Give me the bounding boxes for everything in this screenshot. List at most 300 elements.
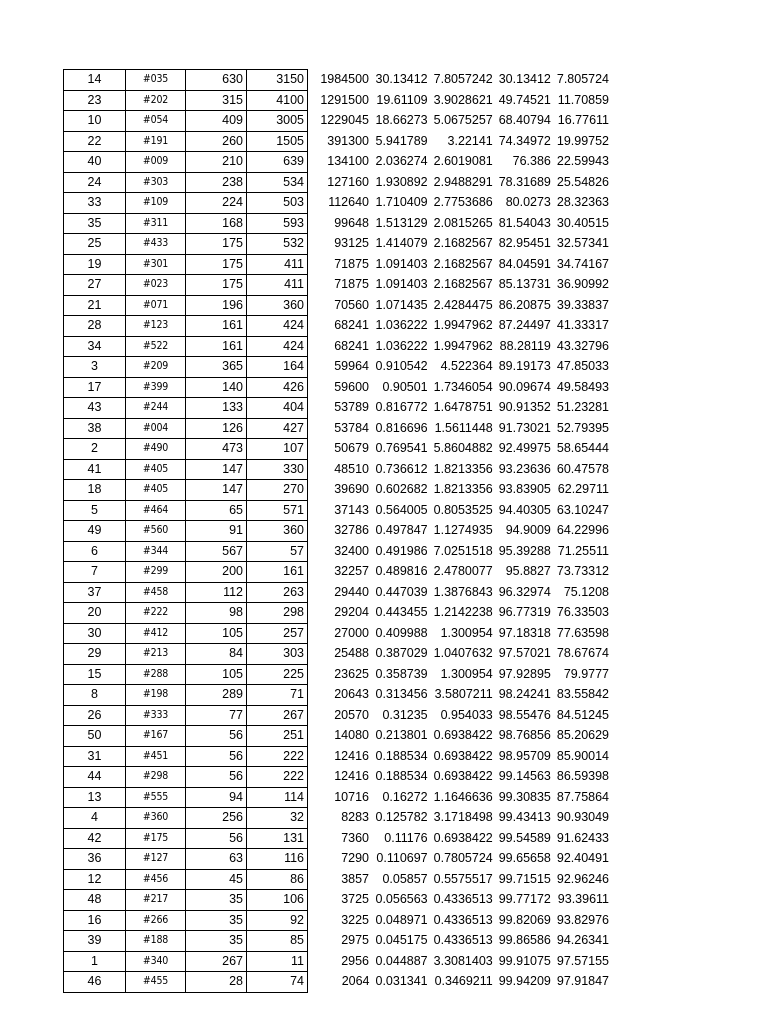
cell-cumulative-percent[interactable]: 76.386 — [512, 154, 551, 168]
cell-ratio[interactable]: 2.7753686 — [433, 195, 493, 209]
cell-value-a[interactable]: 77 — [186, 705, 247, 726]
cell-id[interactable]: 24 — [64, 172, 126, 193]
cell-product[interactable]: 32400 — [334, 543, 369, 558]
cell-cumulative-percent[interactable]: 90.09674 — [498, 379, 551, 394]
cell-value-b[interactable]: 404 — [247, 398, 308, 419]
cell-product[interactable]: 99648 — [334, 215, 369, 230]
cell-ratio[interactable]: 0.4336513 — [433, 892, 493, 906]
cell-percent[interactable]: 1.414079 — [375, 236, 428, 250]
cell-product[interactable]: 134100 — [327, 154, 369, 168]
cell-id[interactable]: 19 — [64, 254, 126, 275]
cell-code[interactable]: #458 — [126, 582, 186, 603]
cell-value-b[interactable]: 131 — [247, 828, 308, 849]
cell-id[interactable]: 27 — [64, 275, 126, 296]
cell-percent[interactable]: 0.90501 — [382, 379, 428, 394]
cell-cumulative-percent[interactable]: 99.71515 — [498, 871, 551, 886]
cell-value-a[interactable]: 63 — [186, 849, 247, 870]
cell-value-b[interactable]: 411 — [247, 254, 308, 275]
cell-cumulative-percent[interactable]: 74.34972 — [498, 133, 551, 148]
cell-value-a[interactable]: 175 — [186, 275, 247, 296]
cell-cumulative-percent[interactable]: 98.55476 — [498, 707, 551, 722]
cell-id[interactable]: 7 — [64, 562, 126, 583]
cell-value-b[interactable]: 116 — [247, 849, 308, 870]
cell-id[interactable]: 33 — [64, 193, 126, 214]
cell-cumulative-ratio[interactable]: 30.40515 — [556, 215, 610, 230]
cell-ratio[interactable]: 2.1682567 — [433, 256, 493, 271]
cell-product[interactable]: 93125 — [334, 236, 369, 250]
cell-code[interactable]: #405 — [126, 459, 186, 480]
cell-percent[interactable]: 1.930892 — [375, 174, 428, 189]
cell-value-a[interactable]: 147 — [186, 480, 247, 501]
cell-value-a[interactable]: 473 — [186, 439, 247, 460]
cell-cumulative-ratio[interactable]: 85.20629 — [556, 728, 610, 742]
cell-code[interactable]: #522 — [126, 336, 186, 357]
cell-code[interactable]: #175 — [126, 828, 186, 849]
cell-value-b[interactable]: 222 — [247, 746, 308, 767]
cell-code[interactable]: #054 — [126, 111, 186, 132]
cell-product[interactable]: 1229045 — [320, 113, 369, 127]
cell-value-b[interactable]: 3005 — [247, 111, 308, 132]
cell-id[interactable]: 14 — [64, 70, 126, 91]
cell-product[interactable]: 12416 — [334, 769, 369, 783]
cell-value-a[interactable]: 175 — [186, 234, 247, 255]
cell-ratio[interactable]: 0.4336513 — [433, 933, 493, 947]
cell-code[interactable]: #004 — [126, 418, 186, 439]
cell-value-a[interactable]: 65 — [186, 500, 247, 521]
cell-value-a[interactable]: 196 — [186, 295, 247, 316]
cell-product[interactable]: 7360 — [341, 830, 369, 845]
cell-ratio[interactable]: 3.22141 — [447, 133, 493, 148]
cell-product[interactable]: 2956 — [341, 953, 369, 968]
cell-ratio[interactable]: 2.1682567 — [433, 236, 493, 250]
cell-code[interactable]: #490 — [126, 439, 186, 460]
cell-value-a[interactable]: 256 — [186, 808, 247, 829]
cell-id[interactable]: 15 — [64, 664, 126, 685]
cell-code[interactable]: #303 — [126, 172, 186, 193]
cell-ratio[interactable]: 2.9488291 — [433, 174, 493, 189]
cell-code[interactable]: #311 — [126, 213, 186, 234]
cell-code[interactable]: #213 — [126, 644, 186, 665]
cell-id[interactable]: 25 — [64, 234, 126, 255]
cell-value-a[interactable]: 56 — [186, 767, 247, 788]
cell-value-b[interactable]: 74 — [247, 972, 308, 993]
cell-value-b[interactable]: 11 — [247, 951, 308, 972]
cell-percent[interactable]: 1.036222 — [375, 338, 428, 353]
cell-id[interactable]: 38 — [64, 418, 126, 439]
cell-value-b[interactable]: 225 — [247, 664, 308, 685]
cell-product[interactable]: 391300 — [327, 133, 369, 148]
cell-id[interactable]: 40 — [64, 152, 126, 173]
cell-ratio[interactable]: 0.3469211 — [434, 974, 493, 988]
cell-id[interactable]: 13 — [64, 787, 126, 808]
cell-value-a[interactable]: 98 — [186, 603, 247, 624]
cell-value-a[interactable]: 365 — [186, 357, 247, 378]
cell-value-b[interactable]: 267 — [247, 705, 308, 726]
cell-id[interactable]: 20 — [64, 603, 126, 624]
cell-value-b[interactable]: 92 — [247, 910, 308, 931]
cell-percent[interactable]: 0.816696 — [375, 420, 428, 435]
cell-id[interactable]: 22 — [64, 131, 126, 152]
cell-cumulative-percent[interactable]: 97.92895 — [498, 666, 551, 681]
cell-value-a[interactable]: 94 — [186, 787, 247, 808]
cell-percent[interactable]: 0.031341 — [375, 974, 428, 988]
cell-percent[interactable]: 18.66273 — [375, 113, 428, 127]
cell-value-b[interactable]: 424 — [247, 316, 308, 337]
cell-id[interactable]: 8 — [64, 685, 126, 706]
cell-cumulative-ratio[interactable]: 7.805724 — [556, 72, 610, 86]
cell-cumulative-ratio[interactable]: 97.57155 — [556, 953, 610, 968]
cell-code[interactable]: #455 — [126, 972, 186, 993]
cell-product[interactable]: 7290 — [341, 851, 369, 865]
cell-value-b[interactable]: 4100 — [247, 90, 308, 111]
cell-cumulative-ratio[interactable]: 83.55842 — [556, 687, 610, 701]
cell-id[interactable]: 21 — [64, 295, 126, 316]
cell-ratio[interactable]: 1.2142238 — [433, 605, 493, 619]
cell-value-a[interactable]: 238 — [186, 172, 247, 193]
cell-cumulative-percent[interactable]: 68.40794 — [498, 113, 551, 127]
cell-percent[interactable]: 2.036274 — [375, 154, 428, 168]
cell-percent[interactable]: 0.358739 — [375, 666, 428, 681]
cell-code[interactable]: #555 — [126, 787, 186, 808]
cell-cumulative-ratio[interactable]: 64.22996 — [556, 523, 610, 537]
cell-value-a[interactable]: 224 — [186, 193, 247, 214]
cell-product[interactable]: 32257 — [334, 564, 369, 578]
cell-cumulative-percent[interactable]: 81.54043 — [498, 215, 551, 230]
cell-cumulative-percent[interactable]: 93.83905 — [498, 482, 551, 496]
cell-value-a[interactable]: 56 — [186, 746, 247, 767]
cell-value-a[interactable]: 84 — [186, 644, 247, 665]
cell-code[interactable]: #412 — [126, 623, 186, 644]
cell-value-b[interactable]: 330 — [247, 459, 308, 480]
cell-id[interactable]: 37 — [64, 582, 126, 603]
cell-value-a[interactable]: 112 — [186, 582, 247, 603]
cell-cumulative-ratio[interactable]: 43.32796 — [556, 338, 610, 353]
cell-cumulative-percent[interactable]: 99.43413 — [498, 810, 551, 824]
cell-code[interactable]: #109 — [126, 193, 186, 214]
cell-id[interactable]: 48 — [64, 890, 126, 911]
cell-percent[interactable]: 0.313456 — [375, 687, 428, 701]
cell-code[interactable]: #298 — [126, 767, 186, 788]
cell-percent[interactable]: 0.11176 — [384, 830, 428, 845]
cell-value-a[interactable]: 210 — [186, 152, 247, 173]
cell-product[interactable]: 14080 — [334, 728, 369, 742]
cell-value-b[interactable]: 114 — [247, 787, 308, 808]
cell-value-a[interactable]: 267 — [186, 951, 247, 972]
cell-percent[interactable]: 0.910542 — [375, 359, 428, 373]
cell-product[interactable]: 53784 — [334, 420, 369, 435]
cell-code[interactable]: #202 — [126, 90, 186, 111]
cell-value-a[interactable]: 567 — [186, 541, 247, 562]
cell-ratio[interactable]: 0.4336513 — [433, 912, 493, 927]
cell-product[interactable]: 20570 — [334, 707, 369, 722]
cell-id[interactable]: 23 — [64, 90, 126, 111]
cell-ratio[interactable]: 5.8604882 — [433, 441, 493, 455]
cell-cumulative-percent[interactable]: 98.76856 — [498, 728, 551, 742]
cell-cumulative-ratio[interactable]: 87.75864 — [556, 789, 610, 804]
cell-cumulative-ratio[interactable]: 77.63598 — [556, 625, 610, 640]
cell-cumulative-ratio[interactable]: 78.67674 — [556, 646, 610, 660]
cell-percent[interactable]: 0.16272 — [382, 789, 428, 804]
cell-cumulative-percent[interactable]: 85.13731 — [498, 277, 551, 291]
cell-id[interactable]: 36 — [64, 849, 126, 870]
cell-id[interactable]: 4 — [64, 808, 126, 829]
cell-value-b[interactable]: 303 — [247, 644, 308, 665]
cell-ratio[interactable]: 3.5807211 — [434, 687, 493, 701]
cell-percent[interactable]: 30.13412 — [375, 72, 428, 86]
cell-percent[interactable]: 0.125782 — [375, 810, 428, 824]
cell-cumulative-percent[interactable]: 93.23636 — [498, 461, 551, 476]
cell-product[interactable]: 29204 — [334, 605, 369, 619]
cell-product[interactable]: 70560 — [334, 297, 369, 312]
cell-code[interactable]: #405 — [126, 480, 186, 501]
cell-code[interactable]: #288 — [126, 664, 186, 685]
cell-cumulative-percent[interactable]: 98.24241 — [498, 687, 551, 701]
cell-value-b[interactable]: 411 — [247, 275, 308, 296]
cell-id[interactable]: 43 — [64, 398, 126, 419]
cell-ratio[interactable]: 2.6019081 — [433, 154, 493, 168]
cell-value-a[interactable]: 175 — [186, 254, 247, 275]
cell-value-b[interactable]: 263 — [247, 582, 308, 603]
cell-product[interactable]: 1291500 — [320, 92, 369, 107]
cell-cumulative-percent[interactable]: 94.9009 — [505, 523, 551, 537]
cell-ratio[interactable]: 1.7346054 — [433, 379, 493, 394]
cell-percent[interactable]: 1.071435 — [375, 297, 428, 312]
cell-code[interactable]: #188 — [126, 931, 186, 952]
cell-code[interactable]: #009 — [126, 152, 186, 173]
cell-value-b[interactable]: 257 — [247, 623, 308, 644]
cell-percent[interactable]: 19.61109 — [376, 92, 428, 107]
cell-code[interactable]: #360 — [126, 808, 186, 829]
cell-ratio[interactable]: 1.8213356 — [433, 482, 493, 496]
cell-cumulative-ratio[interactable]: 62.29711 — [557, 482, 610, 496]
cell-id[interactable]: 42 — [64, 828, 126, 849]
cell-cumulative-ratio[interactable]: 11.70859 — [557, 92, 610, 107]
cell-value-b[interactable]: 251 — [247, 726, 308, 747]
cell-cumulative-ratio[interactable]: 25.54826 — [556, 174, 610, 189]
cell-cumulative-percent[interactable]: 92.49975 — [498, 441, 551, 455]
cell-id[interactable]: 6 — [64, 541, 126, 562]
cell-cumulative-percent[interactable]: 99.82069 — [498, 912, 551, 927]
cell-cumulative-ratio[interactable]: 60.47578 — [556, 461, 610, 476]
cell-cumulative-ratio[interactable]: 73.73312 — [556, 564, 610, 578]
cell-ratio[interactable]: 1.3876843 — [433, 584, 493, 599]
cell-value-a[interactable]: 140 — [186, 377, 247, 398]
cell-ratio[interactable]: 1.0407632 — [433, 646, 493, 660]
cell-value-b[interactable]: 3150 — [247, 70, 308, 91]
cell-value-a[interactable]: 315 — [186, 90, 247, 111]
cell-ratio[interactable]: 3.9028621 — [433, 92, 493, 107]
cell-cumulative-percent[interactable]: 98.95709 — [498, 748, 551, 763]
cell-cumulative-percent[interactable]: 97.18318 — [498, 625, 551, 640]
cell-cumulative-percent[interactable]: 99.86586 — [498, 933, 551, 947]
cell-cumulative-percent[interactable]: 99.54589 — [498, 830, 551, 845]
cell-percent[interactable]: 0.056563 — [375, 892, 428, 906]
cell-value-b[interactable]: 57 — [247, 541, 308, 562]
cell-value-a[interactable]: 161 — [186, 336, 247, 357]
cell-cumulative-percent[interactable]: 86.20875 — [498, 297, 551, 312]
cell-percent[interactable]: 0.048971 — [375, 912, 428, 927]
cell-ratio[interactable]: 0.6938422 — [433, 728, 493, 742]
cell-code[interactable]: #127 — [126, 849, 186, 870]
cell-cumulative-percent[interactable]: 95.39288 — [498, 543, 551, 558]
cell-product[interactable]: 39690 — [334, 482, 369, 496]
cell-code[interactable]: #198 — [126, 685, 186, 706]
cell-id[interactable]: 50 — [64, 726, 126, 747]
cell-cumulative-ratio[interactable]: 71.25511 — [557, 543, 610, 558]
cell-value-b[interactable]: 532 — [247, 234, 308, 255]
cell-value-b[interactable]: 85 — [247, 931, 308, 952]
cell-product[interactable]: 32786 — [334, 523, 369, 537]
cell-percent[interactable]: 0.045175 — [375, 933, 428, 947]
cell-code[interactable]: #222 — [126, 603, 186, 624]
cell-percent[interactable]: 0.387029 — [375, 646, 428, 660]
cell-product[interactable]: 127160 — [327, 174, 369, 189]
cell-code[interactable]: #191 — [126, 131, 186, 152]
cell-cumulative-ratio[interactable]: 90.93049 — [556, 810, 610, 824]
cell-cumulative-percent[interactable]: 95.8827 — [505, 564, 551, 578]
cell-id[interactable]: 30 — [64, 623, 126, 644]
cell-percent[interactable]: 0.213801 — [375, 728, 428, 742]
cell-product[interactable]: 20643 — [334, 687, 369, 701]
cell-value-b[interactable]: 1505 — [247, 131, 308, 152]
cell-percent[interactable]: 0.489816 — [375, 564, 428, 578]
cell-ratio[interactable]: 0.6938422 — [433, 748, 493, 763]
cell-code[interactable]: #266 — [126, 910, 186, 931]
cell-value-b[interactable]: 106 — [247, 890, 308, 911]
cell-cumulative-percent[interactable]: 99.94209 — [498, 974, 551, 988]
cell-value-a[interactable]: 630 — [186, 70, 247, 91]
cell-product[interactable]: 8283 — [341, 810, 369, 824]
cell-cumulative-percent[interactable]: 82.95451 — [498, 236, 551, 250]
cell-product[interactable]: 3857 — [341, 871, 369, 886]
cell-cumulative-ratio[interactable]: 58.65444 — [556, 441, 610, 455]
cell-ratio[interactable]: 1.300954 — [440, 625, 493, 640]
cell-cumulative-ratio[interactable]: 92.40491 — [556, 851, 610, 865]
cell-ratio[interactable]: 3.1718498 — [433, 810, 493, 824]
cell-id[interactable]: 26 — [64, 705, 126, 726]
cell-cumulative-percent[interactable]: 99.14563 — [498, 769, 551, 783]
cell-ratio[interactable]: 4.522364 — [440, 359, 493, 373]
cell-product[interactable]: 3725 — [341, 892, 369, 906]
cell-cumulative-percent[interactable]: 30.13412 — [498, 72, 551, 86]
cell-ratio[interactable]: 5.0675257 — [433, 113, 493, 127]
cell-percent[interactable]: 0.769541 — [375, 441, 428, 455]
cell-code[interactable]: #344 — [126, 541, 186, 562]
cell-percent[interactable]: 0.816772 — [375, 400, 428, 414]
cell-cumulative-percent[interactable]: 89.19173 — [498, 359, 551, 373]
cell-ratio[interactable]: 0.954033 — [440, 707, 493, 722]
cell-value-a[interactable]: 289 — [186, 685, 247, 706]
cell-id[interactable]: 41 — [64, 459, 126, 480]
cell-value-a[interactable]: 35 — [186, 910, 247, 931]
cell-percent[interactable]: 0.188534 — [375, 769, 428, 783]
cell-value-a[interactable]: 147 — [186, 459, 247, 480]
cell-value-b[interactable]: 298 — [247, 603, 308, 624]
cell-value-a[interactable]: 409 — [186, 111, 247, 132]
cell-cumulative-percent[interactable]: 87.24497 — [498, 318, 551, 332]
cell-id[interactable]: 17 — [64, 377, 126, 398]
cell-cumulative-percent[interactable]: 80.0273 — [505, 195, 551, 209]
cell-id[interactable]: 2 — [64, 439, 126, 460]
cell-product[interactable]: 37143 — [334, 502, 369, 517]
cell-code[interactable]: #451 — [126, 746, 186, 767]
cell-cumulative-ratio[interactable]: 49.58493 — [556, 379, 610, 394]
cell-product[interactable]: 2064 — [341, 974, 370, 988]
cell-product[interactable]: 71875 — [334, 256, 369, 271]
cell-percent[interactable]: 5.941789 — [375, 133, 428, 148]
cell-code[interactable]: #340 — [126, 951, 186, 972]
cell-value-a[interactable]: 91 — [186, 521, 247, 542]
cell-code[interactable]: #167 — [126, 726, 186, 747]
cell-value-a[interactable]: 56 — [186, 726, 247, 747]
cell-product[interactable]: 27000 — [334, 625, 369, 640]
cell-cumulative-ratio[interactable]: 32.57341 — [556, 236, 610, 250]
cell-id[interactable]: 18 — [64, 480, 126, 501]
cell-value-a[interactable]: 260 — [186, 131, 247, 152]
cell-value-b[interactable]: 503 — [247, 193, 308, 214]
cell-code[interactable]: #464 — [126, 500, 186, 521]
cell-id[interactable]: 35 — [64, 213, 126, 234]
cell-code[interactable]: #456 — [126, 869, 186, 890]
cell-ratio[interactable]: 7.0251518 — [433, 543, 493, 558]
cell-product[interactable]: 112640 — [328, 195, 369, 209]
cell-ratio[interactable]: 1.9947962 — [433, 318, 493, 332]
cell-id[interactable]: 10 — [64, 111, 126, 132]
cell-value-b[interactable]: 534 — [247, 172, 308, 193]
cell-product[interactable]: 12416 — [334, 748, 369, 763]
cell-id[interactable]: 1 — [64, 951, 126, 972]
cell-value-b[interactable]: 639 — [247, 152, 308, 173]
cell-cumulative-percent[interactable]: 94.40305 — [498, 502, 551, 517]
cell-ratio[interactable]: 1.6478751 — [433, 400, 493, 414]
cell-product[interactable]: 1984500 — [320, 72, 369, 86]
cell-cumulative-ratio[interactable]: 34.74167 — [556, 256, 610, 271]
cell-cumulative-ratio[interactable]: 22.59943 — [556, 154, 610, 168]
cell-ratio[interactable]: 1.5611448 — [434, 420, 493, 435]
cell-value-a[interactable]: 161 — [186, 316, 247, 337]
cell-value-b[interactable]: 426 — [247, 377, 308, 398]
cell-id[interactable]: 46 — [64, 972, 126, 993]
cell-ratio[interactable]: 7.8057242 — [433, 72, 493, 86]
cell-value-a[interactable]: 56 — [186, 828, 247, 849]
cell-cumulative-ratio[interactable]: 86.59398 — [556, 769, 610, 783]
cell-ratio[interactable]: 2.4284475 — [433, 297, 493, 312]
cell-cumulative-percent[interactable]: 88.28119 — [499, 338, 551, 353]
cell-value-b[interactable]: 360 — [247, 295, 308, 316]
cell-code[interactable]: #299 — [126, 562, 186, 583]
cell-value-a[interactable]: 45 — [186, 869, 247, 890]
cell-cumulative-ratio[interactable]: 19.99752 — [556, 133, 610, 148]
cell-cumulative-percent[interactable]: 96.32974 — [498, 584, 551, 599]
cell-product[interactable]: 71875 — [334, 277, 369, 291]
cell-ratio[interactable]: 1.1274935 — [433, 523, 493, 537]
cell-cumulative-percent[interactable]: 97.57021 — [498, 646, 551, 660]
cell-id[interactable]: 29 — [64, 644, 126, 665]
cell-cumulative-percent[interactable]: 91.73021 — [498, 420, 551, 435]
cell-ratio[interactable]: 0.6938422 — [433, 830, 493, 845]
cell-cumulative-ratio[interactable]: 28.32363 — [556, 195, 610, 209]
cell-cumulative-ratio[interactable]: 36.90992 — [556, 277, 610, 291]
cell-id[interactable]: 3 — [64, 357, 126, 378]
cell-cumulative-ratio[interactable]: 75.1208 — [563, 584, 610, 599]
cell-percent[interactable]: 1.036222 — [375, 318, 428, 332]
cell-code[interactable]: #333 — [126, 705, 186, 726]
cell-value-a[interactable]: 35 — [186, 931, 247, 952]
cell-cumulative-percent[interactable]: 99.65658 — [498, 851, 551, 865]
cell-product[interactable]: 68241 — [334, 318, 369, 332]
cell-value-b[interactable]: 593 — [247, 213, 308, 234]
cell-cumulative-percent[interactable]: 78.31689 — [498, 174, 551, 189]
